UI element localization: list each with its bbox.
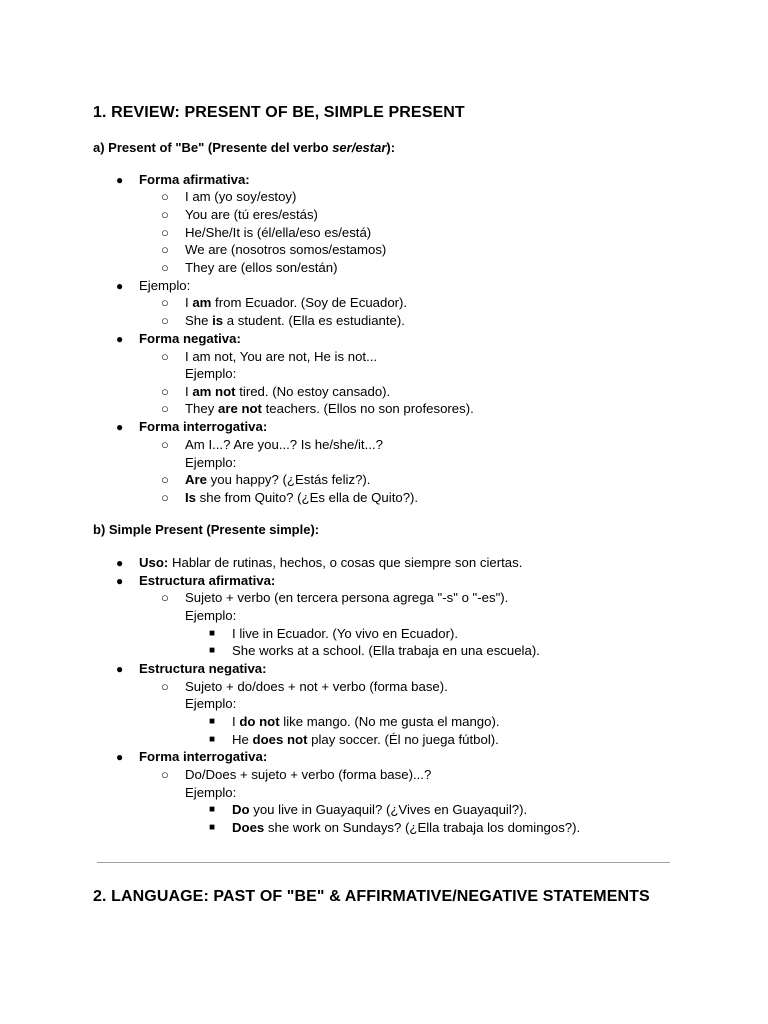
list-item: She works at a school. (Ella trabaja en una escuela). xyxy=(232,643,540,658)
bullet-marker: ○ xyxy=(161,590,169,605)
bullet-marker: ○ xyxy=(161,295,169,310)
list-item: They are not teachers. (Ellos no son profesores). xyxy=(185,401,474,416)
list-item: I am not tired. (No estoy cansado). xyxy=(185,384,391,399)
bullet-marker: ○ xyxy=(161,679,169,694)
bullet-marker: ○ xyxy=(161,225,169,240)
bullet-marker: ○ xyxy=(161,260,169,275)
list-item: You are (tú eres/estás) xyxy=(185,207,318,222)
horizontal-divider xyxy=(97,862,670,863)
bullet-marker: ● xyxy=(116,332,124,346)
bullet-marker: ○ xyxy=(161,401,169,416)
bullet-marker: ■ xyxy=(209,628,216,639)
bullet-marker: ● xyxy=(116,173,124,187)
list-item-continuation: Ejemplo: xyxy=(185,455,237,470)
list-item: He does not play soccer. (Él no juega fútbol). xyxy=(232,732,499,747)
list-item: Forma interrogativa: xyxy=(139,419,268,434)
list-item: Ejemplo: xyxy=(139,278,191,293)
section-1-heading: 1. REVIEW: PRESENT OF BE, SIMPLE PRESENT xyxy=(93,104,465,121)
bullet-marker: ○ xyxy=(161,207,169,222)
bullet-marker: ■ xyxy=(209,804,216,815)
list-item: She is a student. (Ella es estudiante). xyxy=(185,313,405,328)
list-item: Uso: Hablar de rutinas, hechos, o cosas que siempre son ciertas. xyxy=(139,555,523,570)
bullet-marker: ● xyxy=(116,420,124,434)
subsection-b-heading: b) Simple Present (Presente simple): xyxy=(93,522,320,537)
list-item-continuation: Ejemplo: xyxy=(185,696,237,711)
bullet-marker: ■ xyxy=(209,645,216,656)
bullet-marker: ● xyxy=(116,556,124,570)
list-item: Forma interrogativa: xyxy=(139,749,268,764)
bullet-marker: ○ xyxy=(161,242,169,257)
subsection-a-heading: a) Present of "Be" (Presente del verbo ser/estar): xyxy=(93,140,396,155)
bullet-marker: ○ xyxy=(161,384,169,399)
list-item: Forma negativa: xyxy=(139,331,241,346)
bullet-marker: ○ xyxy=(161,313,169,328)
list-item: He/She/It is (él/ella/eso es/está) xyxy=(185,225,372,240)
bullet-marker: ■ xyxy=(209,734,216,745)
bullet-marker: ○ xyxy=(161,472,169,487)
list-item: Is she from Quito? (¿Es ella de Quito?). xyxy=(185,490,419,505)
list-item: Are you happy? (¿Estás feliz?). xyxy=(185,472,371,487)
list-item: Does she work on Sundays? (¿Ella trabaja los domingos?). xyxy=(232,820,581,835)
bullet-marker: ● xyxy=(116,279,124,293)
list-item-continuation: Ejemplo: xyxy=(185,608,237,623)
list-item: We are (nosotros somos/estamos) xyxy=(185,242,387,257)
list-item: They are (ellos son/están) xyxy=(185,260,338,275)
bullet-marker: ■ xyxy=(209,716,216,727)
list-item: Sujeto + verbo (en tercera persona agrega "-s" o "-es"). xyxy=(185,590,509,605)
section-2-heading: 2. LANGUAGE: PAST OF "BE" & AFFIRMATIVE/NEGATIVE STATEMENTS xyxy=(93,888,650,905)
bullet-marker: ○ xyxy=(161,189,169,204)
list-item: I am (yo soy/estoy) xyxy=(185,189,297,204)
list-item: I am not, You are not, He is not... xyxy=(185,349,378,364)
bullet-marker: ○ xyxy=(161,349,169,364)
list-item: Sujeto + do/does + not + verbo (forma base). xyxy=(185,679,448,694)
list-item: Do you live in Guayaquil? (¿Vives en Guayaquil?). xyxy=(232,802,528,817)
bullet-marker: ■ xyxy=(209,822,216,833)
bullet-marker: ○ xyxy=(161,767,169,782)
list-item: Do/Does + sujeto + verbo (forma base)...? xyxy=(185,767,432,782)
list-item: Am I...? Are you...? Is he/she/it...? xyxy=(185,437,383,452)
bullet-marker: ○ xyxy=(161,437,169,452)
list-item: Estructura afirmativa: xyxy=(139,573,276,588)
list-item: I do not like mango. (No me gusta el mango). xyxy=(232,714,500,729)
bullet-marker: ● xyxy=(116,662,124,676)
list-item: Estructura negativa: xyxy=(139,661,267,676)
bullet-marker: ○ xyxy=(161,490,169,505)
list-item-continuation: Ejemplo: xyxy=(185,785,237,800)
bullet-marker: ● xyxy=(116,574,124,588)
bullet-marker: ● xyxy=(116,750,124,764)
list-item: I am from Ecuador. (Soy de Ecuador). xyxy=(185,295,408,310)
list-item: I live in Ecuador. (Yo vivo en Ecuador). xyxy=(232,626,459,641)
list-item: Forma afirmativa: xyxy=(139,172,250,187)
list-item-continuation: Ejemplo: xyxy=(185,366,237,381)
